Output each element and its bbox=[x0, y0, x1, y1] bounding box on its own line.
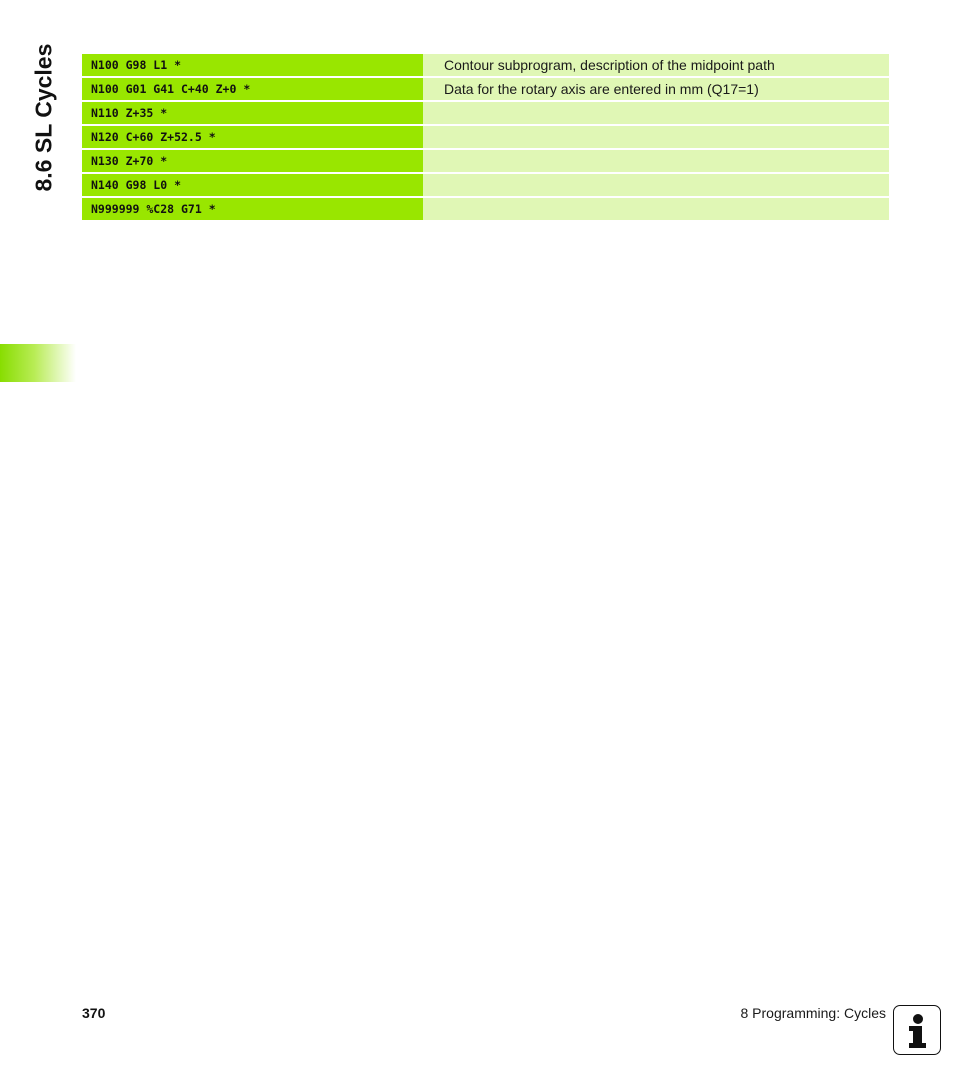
nc-comment bbox=[423, 150, 889, 172]
info-glyph bbox=[894, 1006, 940, 1053]
nc-block: N130 Z+70 * bbox=[82, 150, 423, 172]
program-row bbox=[82, 102, 889, 124]
nc-block: N999999 %C28 G71 * bbox=[82, 198, 423, 220]
info-icon bbox=[893, 1005, 941, 1055]
nc-block: N120 C+60 Z+52.5 * bbox=[82, 126, 423, 148]
nc-block: N110 Z+35 * bbox=[82, 102, 423, 124]
nc-block: N140 G98 L0 * bbox=[82, 174, 423, 196]
program-row bbox=[82, 174, 889, 196]
program-row bbox=[82, 54, 889, 76]
program-row bbox=[82, 150, 889, 172]
nc-comment bbox=[423, 174, 889, 196]
nc-comment bbox=[423, 198, 889, 220]
program-row bbox=[82, 126, 889, 148]
program-listing bbox=[82, 54, 889, 222]
section-title-vertical bbox=[30, 43, 58, 220]
program-row bbox=[82, 198, 889, 220]
program-row bbox=[82, 78, 889, 100]
nc-comment bbox=[423, 126, 889, 148]
nc-comment: Contour subprogram, description of the midpoint path bbox=[423, 54, 889, 76]
nc-block: N100 G01 G41 C+40 Z+0 * bbox=[82, 78, 423, 100]
nc-comment bbox=[423, 102, 889, 124]
section-title: 8.6 SL Cycles bbox=[30, 43, 57, 192]
chapter-tab-marker bbox=[0, 344, 76, 382]
nc-block: N100 G98 L1 * bbox=[82, 54, 423, 76]
nc-comment: Data for the rotary axis are entered in mm (Q17=1) bbox=[423, 78, 889, 100]
chapter-title: 8 Programming: Cycles bbox=[740, 1005, 886, 1021]
page-number: 370 bbox=[82, 1005, 106, 1021]
